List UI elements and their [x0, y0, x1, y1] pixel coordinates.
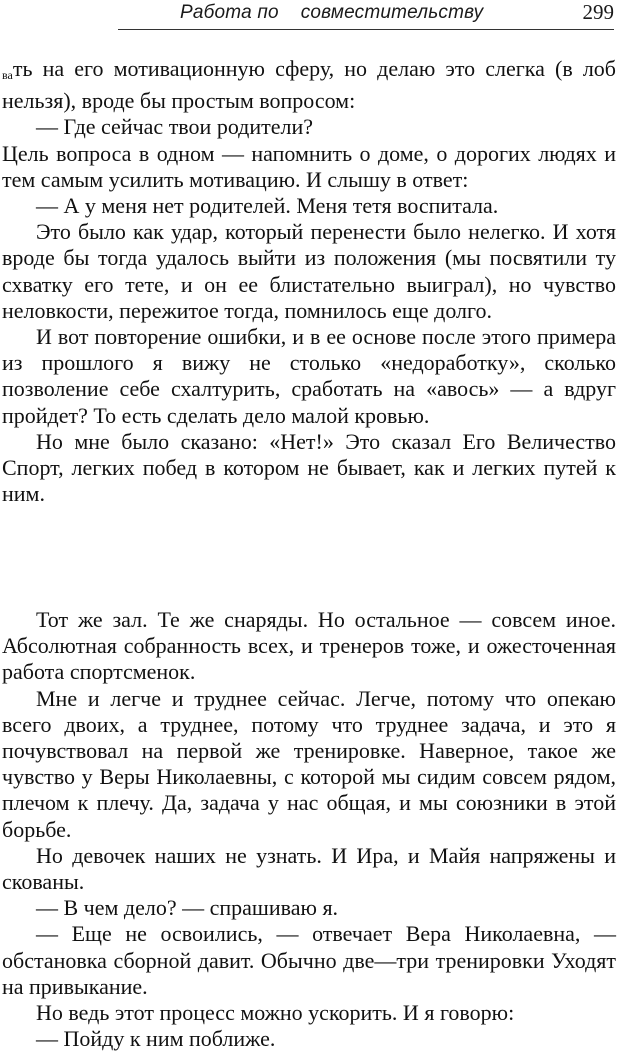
paragraph-5: Это было как удар, который перенести было нелегко. И хотя вроде бы тогда удалось выйти из положения (мы посвятили ту схватку его тете, и он ее блистательно выиграл), но чувство неловкости, пережитое тогда, помнилось еще долго.	[2, 219, 616, 323]
text-section-2	[2, 607, 616, 1052]
page-number: 299	[582, 0, 614, 24]
paragraph-12: — Еще не освоились, — отвечает Вера Николаевна, — обстановка сборной давит. Обычно две—три тренировки Уходят на привыкание.	[2, 921, 616, 999]
paragraph-2: — Где сейчас твои родители?	[36, 114, 314, 140]
paragraph-8: Тот же зал. Те же снаряды. Но остальное — совсем иное. Абсолютная собранность всех, и тренеров тоже, и ожесточенная работа спортсменок.	[2, 607, 616, 685]
header-rule	[118, 29, 614, 30]
paragraph-7: Но мне было сказано: «Нет!» Это сказал Его Величество Спорт, легких побед в котором не бывает, как и легких путей к ним.	[2, 428, 616, 507]
paragraph-6: И вот повторение ошибки, и в ее основе после этого примера из прошлого я вижу не столько «недоработку», сколько позволение себе схалтурить, сработать на «авось» — а вдруг пройдет? То есть сделать дело малой кровью.	[2, 324, 616, 428]
paragraph-1-text: ть на его мотивационную сферу, но делаю это слегка (в лоб нельзя), вроде бы простым вопросом:	[2, 56, 616, 114]
running-header	[0, 0, 620, 34]
paragraph-9: Мне и легче и труднее сейчас. Легче, потому что опекаю всего двоих, а труднее, потому что труднее задача, и это я почувствовал на первой же тренировке. Наверное, такое же чувство у Веры Николаевны, с которой мы сидим совсем рядом, плечом к плечу. Да, задача у нас общая, и мы союзники в этой борьбе.	[2, 685, 616, 842]
paragraph-14: — Пойду к ним поближе.	[36, 1026, 276, 1052]
paragraph-10: Но девочек наших не узнать. И Ира, и Майя напряжены и скованы.	[2, 842, 616, 895]
paragraph-3: Цель вопроса в одном — напомнить о доме, о дорогих людях и тем самым усилить мотивацию. И слышу в ответ:	[2, 140, 616, 192]
text-section-1	[2, 56, 616, 507]
paragraph-4: — А у меня нет родителей. Меня тетя воспитала.	[36, 193, 499, 219]
paragraph-1-prefix: ва	[2, 68, 13, 82]
running-header-title: Работа по совместительству	[180, 2, 484, 23]
paragraph-11: — В чем дело? — спрашиваю я.	[36, 895, 339, 921]
paragraph-13: Но ведь этот процесс можно ускорить. И я говорю:	[36, 1000, 515, 1026]
paragraph-1	[2, 56, 616, 114]
